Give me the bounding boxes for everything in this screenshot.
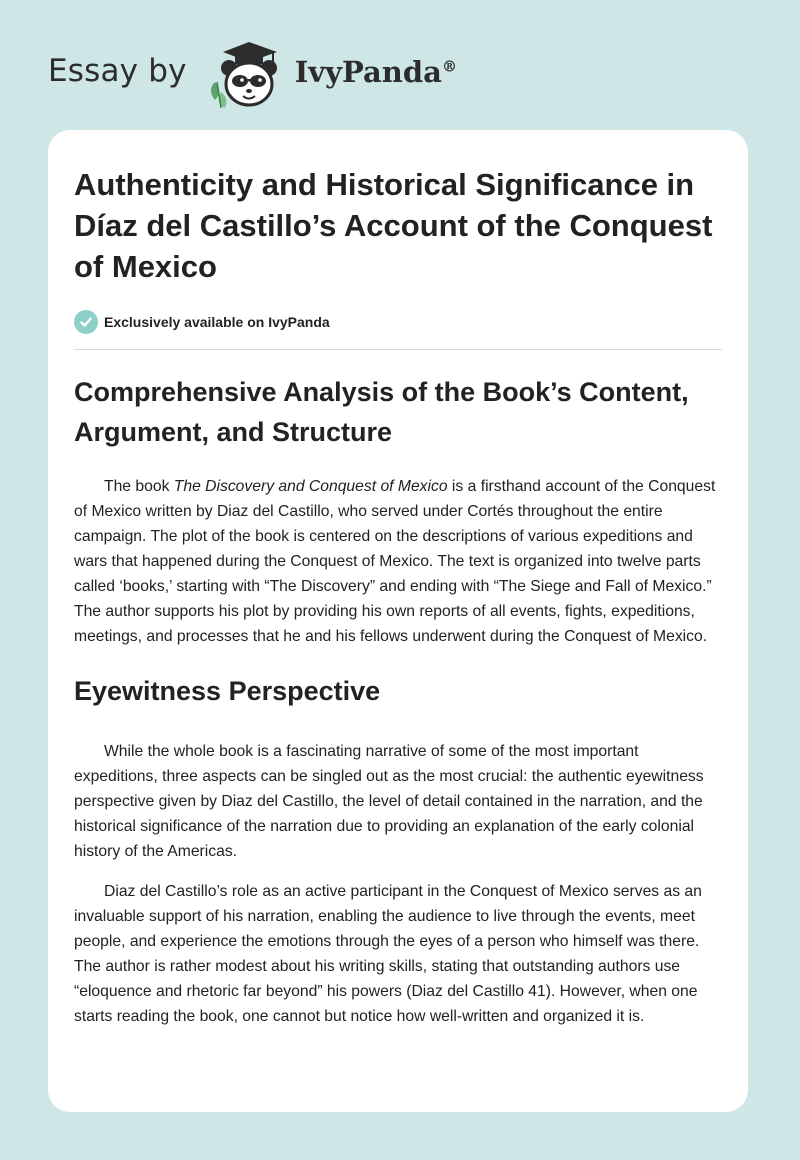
book-title: The Discovery and Conquest of Mexico — [173, 478, 448, 495]
section-heading-eyewitness: Eyewitness Perspective — [74, 676, 381, 706]
brand-name: IvyPanda® — [294, 55, 457, 89]
exclusive-badge — [74, 310, 722, 334]
exclusive-badge-text: Exclusively available on IvyPanda — [104, 314, 330, 330]
divider — [74, 349, 722, 350]
check-circle-icon — [74, 310, 98, 334]
section-heading-analysis: Comprehensive Analysis of the Book’s Content, Argument, and Structure — [74, 377, 689, 447]
site-header — [48, 34, 488, 114]
paragraph: While the whole book is a fascinating narrative of some of the most important expeditions, three aspects can be singled out as the most crucial: the authentic eyewitness perspective given by Diaz del Castillo, the level of detail contained in the narration, and the historical significance of the narration due to providing an explanation of the early colonial history of the Americas. — [74, 743, 704, 860]
essay-card — [48, 130, 748, 1112]
essay-title: Authenticity and Historical Significance in Díaz del Castillo’s Account of the Conquest of Mexico — [74, 167, 713, 284]
panda-logo-icon — [201, 38, 291, 110]
essay-by-label: Essay by — [48, 53, 187, 89]
paragraph: The book The Discovery and Conquest of Mexico is a firsthand account of the Conquest of Mexico written by Diaz del Castillo, who served under Cortés throughout the entire campaign. The plot of the book is centered on the descriptions of various expeditions and wars that happened during the Conquest of Mexico. The text is organized into twelve parts called ‘books,’ starting with “The Discovery” and ending with “The Siege and Fall of Mexico.” The author supports his plot by providing his own reports of all events, fights, expeditions, meetings, and processes that he and his fellows underwent during the Conquest of Mexico. — [74, 478, 716, 645]
paragraph: Diaz del Castillo’s role as an active participant in the Conquest of Mexico serves as an invaluable support of his narration, enabling the audience to live through the events, meet people, and experience the emotions through the eyes of a person who himself was there. The author is rather modest about his writing skills, stating that outstanding authors use “eloquence and rhetoric far beyond” his powers (Diaz del Castillo 41). However, when one starts reading the book, one cannot but notice how well-written and organized it is. — [74, 883, 702, 1025]
